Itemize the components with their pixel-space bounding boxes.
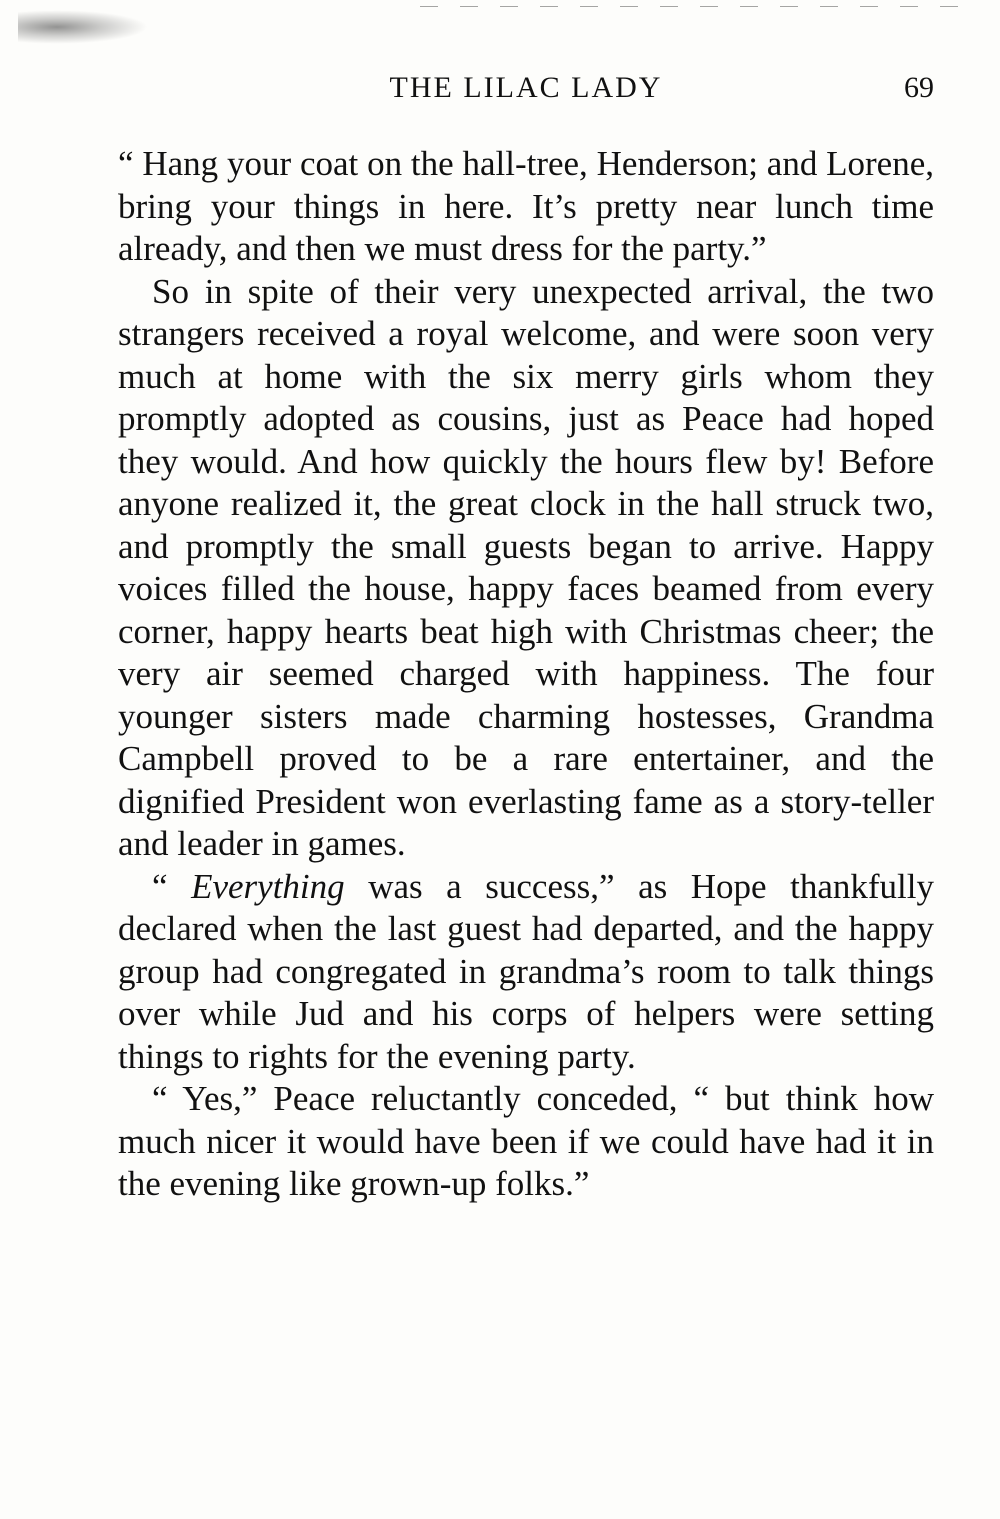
running-header <box>118 66 934 110</box>
body-text <box>118 143 934 1206</box>
paragraph-1: “ Hang your coat on the hall-tree, Henderson; and Lorene, bring your things in here. It’s pretty near lunch time already, and then we must dress for the party.” <box>118 144 934 268</box>
paragraph-3-italic-word: Everything <box>191 866 345 906</box>
paragraph-3-rest: was a success,” as Hope thankfully declared when the last guest had departed, and the happy group had congregated in grandma’s room to talk things over while Jud and his corps of helpers were setting things to rights for the evening party. <box>118 866 934 1076</box>
paragraph-2: So in spite of their very unexpected arrival, the two strangers received a royal welcome, and were soon very much at home with the six merry girls whom they promptly adopted as cousins, just as Peace had hoped they would. And how quickly the hours flew by! Before anyone realized it, the great clock in the hall struck two, and promptly the small guests began to arrive. Happy voices filled the house, happy faces beamed from every corner, happy hearts beat high with Christmas cheer; the very air seemed charged with happiness. The four younger sisters made charming hostesses, Grandma Campbell proved to be a rare entertainer, and the dignified President won everlasting fame as a story-teller and leader in games. <box>118 271 934 863</box>
page-number: 69 <box>904 71 934 104</box>
ink-smudge <box>18 10 148 44</box>
running-title: THE LILAC LADY <box>389 71 663 104</box>
paragraph-3 <box>118 866 934 1079</box>
scan-artifact-line <box>420 6 980 7</box>
paragraph-3-open-quote: “ <box>152 866 192 906</box>
paragraph-4: “ Yes,” Peace reluctantly conceded, “ but think how much nicer it would have been if we could have had it in the evening like grown-up folks.” <box>118 1079 934 1203</box>
